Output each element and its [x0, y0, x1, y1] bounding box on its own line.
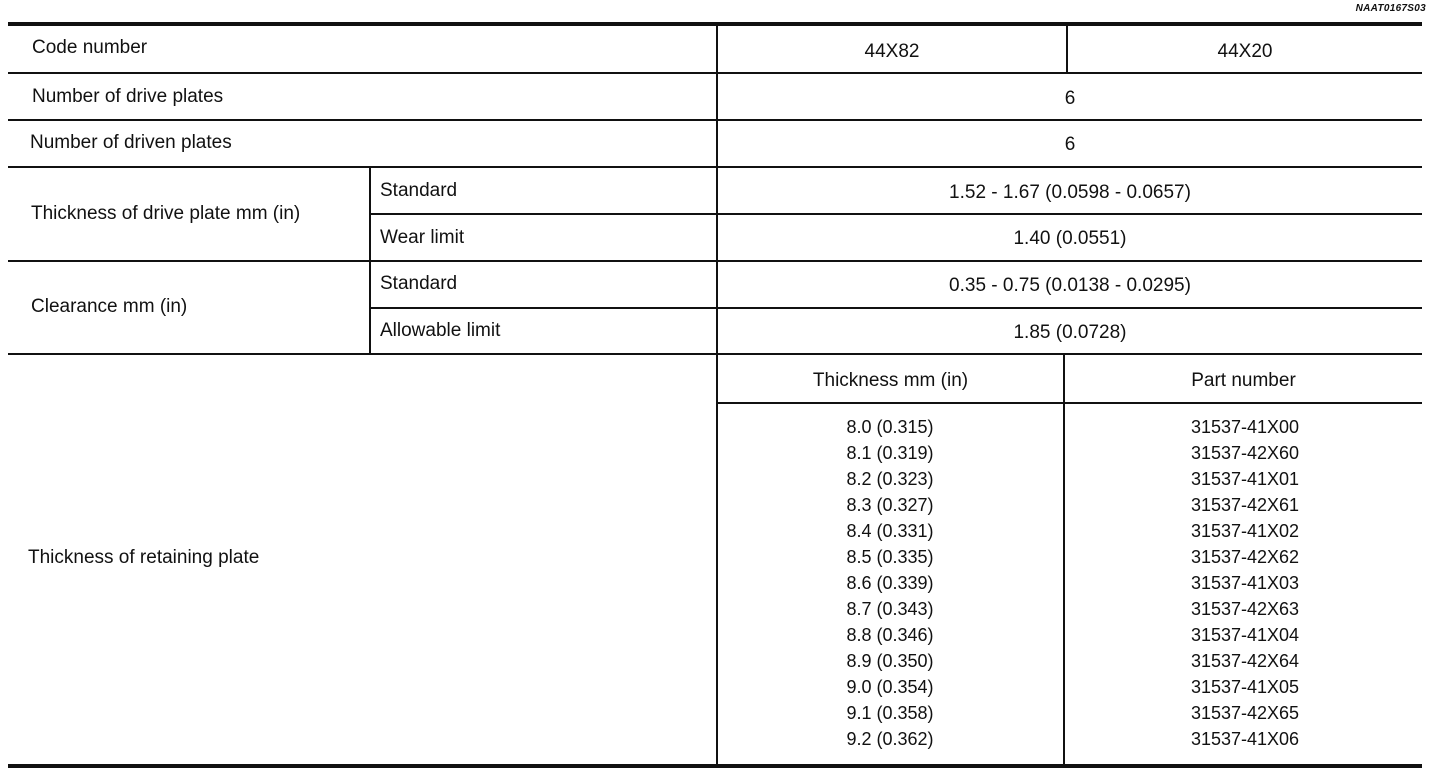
table-bottom-rule — [8, 764, 1422, 768]
clearance-standard-value: 0.35 - 0.75 (0.0138 - 0.0295) — [949, 275, 1191, 296]
retaining-part-number-value: 31537-41X03 — [1190, 573, 1300, 593]
row-divider-clearance — [8, 353, 1422, 355]
row-divider-drive-plates — [8, 119, 1422, 121]
retaining-part-number-value: 31537-42X62 — [1190, 547, 1300, 567]
retaining-thickness-value: 8.7 (0.343) — [846, 599, 934, 619]
retaining-part-number-value: 31537-41X02 — [1190, 521, 1300, 541]
retaining-thickness-value: 8.8 (0.346) — [846, 625, 934, 645]
clearance-allowable-value: 1.85 (0.0728) — [1013, 322, 1127, 343]
row-divider-retaining-header — [716, 402, 1422, 404]
retaining-thickness-list — [820, 414, 960, 752]
retaining-part-number-value: 31537-41X00 — [1190, 417, 1300, 437]
drive-plates-value: 6 — [1064, 88, 1076, 109]
code-number-label: Code number — [32, 37, 148, 58]
retaining-part-number-value: 31537-42X60 — [1190, 443, 1300, 463]
retaining-thickness-header: Thickness mm (in) — [812, 370, 969, 391]
drive-plate-wear-limit-value: 1.40 (0.0551) — [1013, 228, 1127, 249]
row-divider-driven-plates — [8, 166, 1422, 168]
retaining-thickness-value: 8.9 (0.350) — [846, 651, 934, 671]
drive-plate-thickness-label: Thickness of drive plate mm (in) — [31, 203, 301, 224]
retaining-part-number-value: 31537-41X05 — [1190, 677, 1300, 697]
clearance-standard-label: Standard — [380, 273, 458, 294]
retaining-thickness-value: 9.1 (0.358) — [846, 703, 934, 723]
row-divider-clearance-standard — [370, 307, 1422, 309]
drive-plate-standard-value: 1.52 - 1.67 (0.0598 - 0.0657) — [949, 182, 1191, 203]
retaining-part-number-header: Part number — [1191, 370, 1296, 391]
drive-plate-wear-limit-label: Wear limit — [380, 227, 465, 248]
clearance-allowable-label: Allowable limit — [380, 320, 501, 341]
retaining-thickness-value: 8.4 (0.331) — [846, 521, 934, 541]
table-top-rule — [8, 22, 1422, 26]
retaining-thickness-value: 9.0 (0.354) — [846, 677, 934, 697]
drive-plates-label: Number of drive plates — [32, 86, 224, 107]
retaining-part-number-value: 31537-41X01 — [1190, 469, 1300, 489]
clearance-label: Clearance mm (in) — [31, 296, 188, 317]
retaining-part-number-value: 31537-41X04 — [1190, 625, 1300, 645]
column-divider-retaining — [1063, 353, 1065, 766]
code-number-44x20: 44X20 — [1217, 41, 1273, 62]
retaining-part-number-value: 31537-42X61 — [1190, 495, 1300, 515]
column-divider-subparam — [369, 166, 371, 353]
retaining-part-number-value: 31537-42X63 — [1190, 599, 1300, 619]
code-number-44x82: 44X82 — [864, 41, 920, 62]
driven-plates-label: Number of driven plates — [30, 132, 232, 153]
retaining-thickness-value: 8.1 (0.319) — [846, 443, 934, 463]
drive-plate-standard-label: Standard — [380, 180, 458, 201]
driven-plates-value: 6 — [1064, 134, 1076, 155]
row-divider-drive-standard — [370, 213, 1422, 215]
document-reference-code: NAAT0167S03 — [1355, 3, 1426, 14]
retaining-plate-label: Thickness of retaining plate — [28, 547, 260, 568]
retaining-thickness-value: 8.5 (0.335) — [846, 547, 934, 567]
retaining-thickness-value: 8.6 (0.339) — [846, 573, 934, 593]
retaining-part-number-value: 31537-42X65 — [1190, 703, 1300, 723]
retaining-part-number-value: 31537-41X06 — [1190, 729, 1300, 749]
retaining-thickness-value: 9.2 (0.362) — [846, 729, 934, 749]
retaining-thickness-value: 8.0 (0.315) — [846, 417, 934, 437]
retaining-part-number-value: 31537-42X64 — [1190, 651, 1300, 671]
row-divider-code — [8, 72, 1422, 74]
retaining-thickness-value: 8.3 (0.327) — [846, 495, 934, 515]
row-divider-drive-thickness — [8, 260, 1422, 262]
retaining-thickness-value: 8.2 (0.323) — [846, 469, 934, 489]
retaining-part-number-list — [1160, 414, 1330, 752]
